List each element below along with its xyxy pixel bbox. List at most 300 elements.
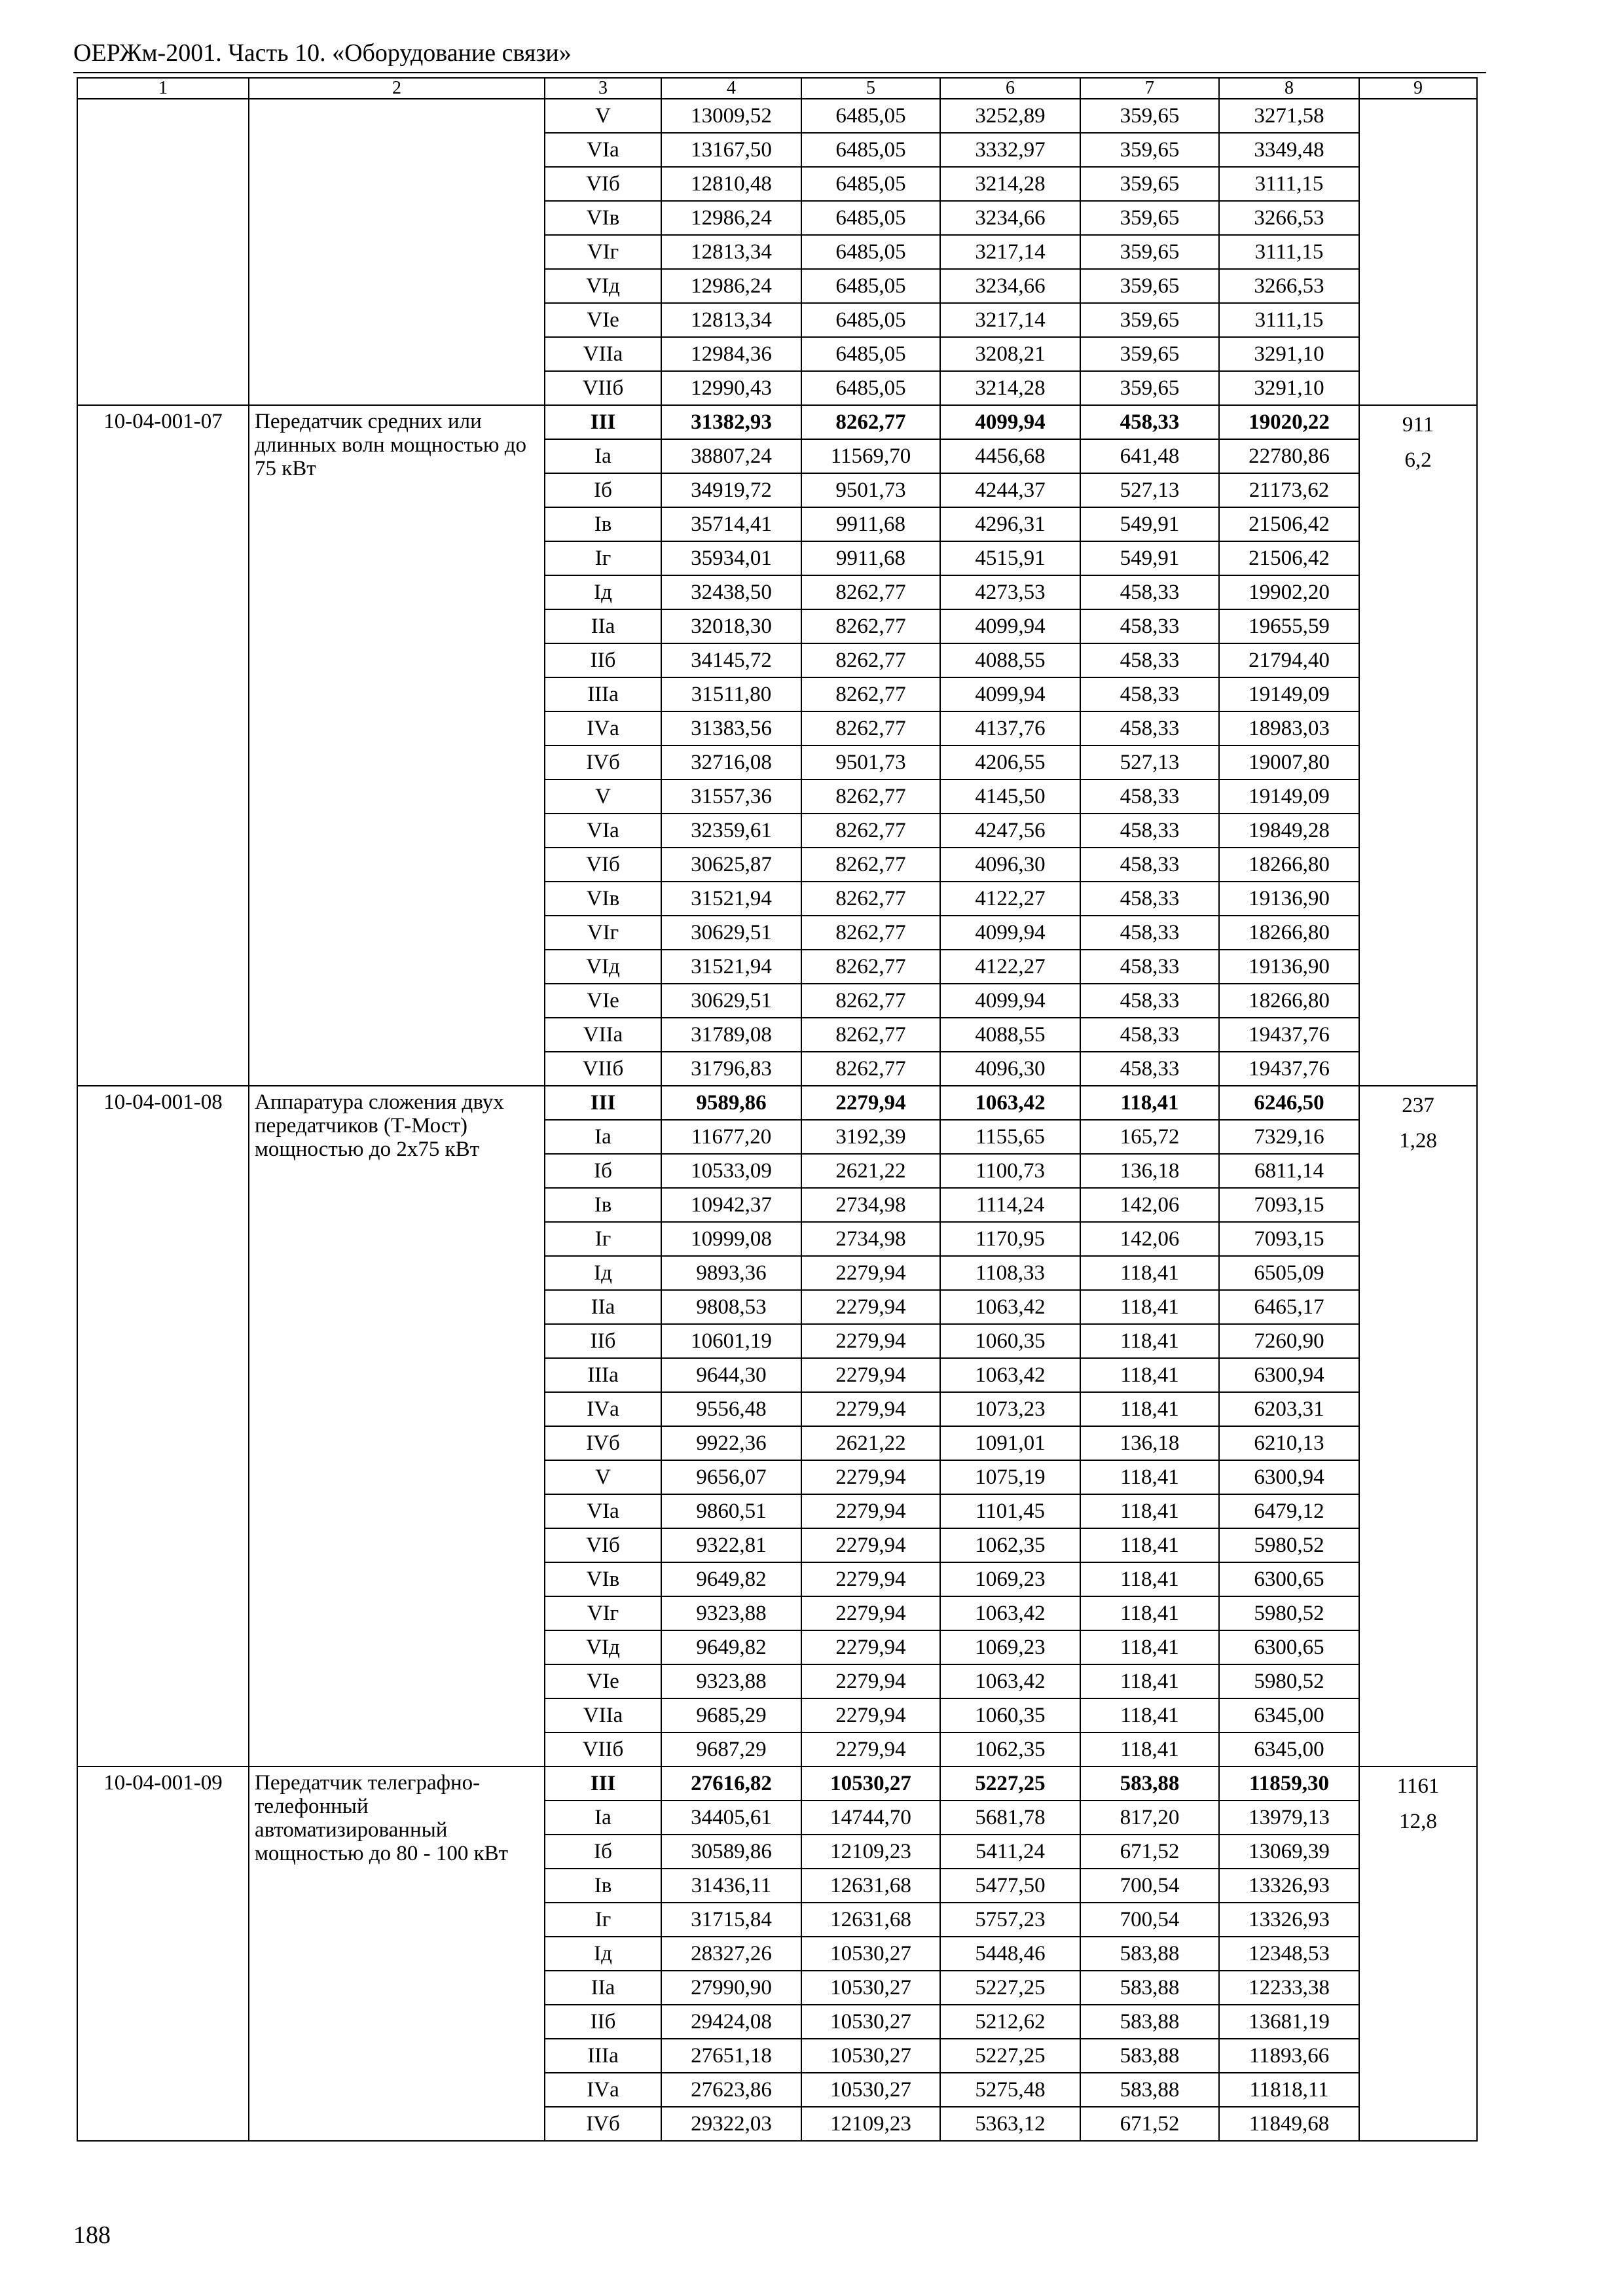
cell-col-5: 2279,94 <box>801 1494 940 1528</box>
cell-col-3: VIIб <box>545 1052 661 1086</box>
table-row <box>77 405 1477 439</box>
cell-col-7: 118,41 <box>1080 1290 1219 1324</box>
col9-value: 911 <box>1402 413 1434 437</box>
cell-col-5: 2279,94 <box>801 1732 940 1767</box>
cell-col-3: Iг <box>545 1903 661 1937</box>
cell-col-4: 10942,37 <box>661 1188 801 1222</box>
cell-col-3: Iг <box>545 1222 661 1256</box>
cell-col-6: 3252,89 <box>940 99 1080 133</box>
cell-col-5: 10530,27 <box>801 2005 940 2039</box>
code-cell <box>77 99 249 405</box>
table-row <box>77 1086 1477 1120</box>
cell-col-8: 11818,11 <box>1219 2073 1359 2107</box>
cell-col-8: 6300,65 <box>1219 1562 1359 1596</box>
column-number-1: 1 <box>77 78 249 99</box>
cell-col-5: 6485,05 <box>801 337 940 371</box>
col9-value: 237 <box>1402 1094 1434 1117</box>
cell-col-8: 19902,20 <box>1219 575 1359 609</box>
cell-col-4: 32359,61 <box>661 814 801 848</box>
cell-col-6: 4088,55 <box>940 1018 1080 1052</box>
cell-col-6: 4088,55 <box>940 643 1080 677</box>
cell-col-4: 10999,08 <box>661 1222 801 1256</box>
cell-col-4: 32716,08 <box>661 745 801 780</box>
cell-col-5: 10530,27 <box>801 1767 940 1801</box>
cell-col-5: 8262,77 <box>801 882 940 916</box>
cell-col-3: IVа <box>545 2073 661 2107</box>
cell-col-4: 27623,86 <box>661 2073 801 2107</box>
cell-col-8: 19136,90 <box>1219 950 1359 984</box>
cell-col-8: 19437,76 <box>1219 1018 1359 1052</box>
cell-col-3: Iб <box>545 1154 661 1188</box>
cell-col-6: 1060,35 <box>940 1698 1080 1732</box>
cell-col-8: 5980,52 <box>1219 1664 1359 1698</box>
cell-col-6: 1091,01 <box>940 1426 1080 1460</box>
cell-col-3: VIб <box>545 1528 661 1562</box>
cell-col-4: 31796,83 <box>661 1052 801 1086</box>
cell-col-6: 5448,46 <box>940 1937 1080 1971</box>
cell-col-3: VIб <box>545 167 661 201</box>
cell-col-4: 35714,41 <box>661 507 801 541</box>
cell-col-7: 458,33 <box>1080 711 1219 745</box>
cell-col-4: 9922,36 <box>661 1426 801 1460</box>
cell-col-7: 359,65 <box>1080 337 1219 371</box>
cell-col-3: Iв <box>545 507 661 541</box>
cell-col-5: 6485,05 <box>801 133 940 167</box>
cell-col-3: III <box>545 405 661 439</box>
cell-col-7: 458,33 <box>1080 575 1219 609</box>
cell-col-8: 12348,53 <box>1219 1937 1359 1971</box>
cell-col-7: 458,33 <box>1080 1018 1219 1052</box>
cell-col-5: 8262,77 <box>801 575 940 609</box>
cell-col-4: 31789,08 <box>661 1018 801 1052</box>
cell-col-7: 458,33 <box>1080 882 1219 916</box>
code-cell: 10-04-001-09 <box>77 1767 249 2141</box>
cell-col-3: VIа <box>545 133 661 167</box>
cell-col-8: 19437,76 <box>1219 1052 1359 1086</box>
cell-col-6: 3208,21 <box>940 337 1080 371</box>
cell-col-5: 12631,68 <box>801 1869 940 1903</box>
cell-col-6: 1069,23 <box>940 1562 1080 1596</box>
cell-col-3: VIд <box>545 1630 661 1664</box>
cell-col-6: 1170,95 <box>940 1222 1080 1256</box>
cell-col-7: 359,65 <box>1080 371 1219 405</box>
cell-col-7: 549,91 <box>1080 541 1219 575</box>
cell-col-7: 671,52 <box>1080 1835 1219 1869</box>
cell-col-4: 30629,51 <box>661 916 801 950</box>
cell-col-6: 4096,30 <box>940 848 1080 882</box>
cell-col-7: 458,33 <box>1080 814 1219 848</box>
cell-col-7: 118,41 <box>1080 1664 1219 1698</box>
cell-col-6: 4099,94 <box>940 677 1080 711</box>
cell-col-6: 3217,14 <box>940 303 1080 337</box>
cell-col-6: 4122,27 <box>940 950 1080 984</box>
cell-col-6: 1073,23 <box>940 1392 1080 1426</box>
cell-col-8: 13326,93 <box>1219 1903 1359 1937</box>
cell-col-5: 3192,39 <box>801 1120 940 1154</box>
cell-col-7: 549,91 <box>1080 507 1219 541</box>
cell-col-8: 19149,09 <box>1219 677 1359 711</box>
cell-col-7: 359,65 <box>1080 133 1219 167</box>
cell-col-3: Iа <box>545 1120 661 1154</box>
cell-col-6: 4206,55 <box>940 745 1080 780</box>
cell-col-8: 3271,58 <box>1219 99 1359 133</box>
cell-col-5: 2734,98 <box>801 1188 940 1222</box>
cell-col-3: VIIа <box>545 1698 661 1732</box>
cell-col-3: VIд <box>545 269 661 303</box>
cell-col-3: V <box>545 1460 661 1494</box>
cell-col-6: 5681,78 <box>940 1801 1080 1835</box>
cell-col-8: 19020,22 <box>1219 405 1359 439</box>
cell-col-7: 118,41 <box>1080 1596 1219 1630</box>
col9-cell <box>1359 99 1477 405</box>
cell-col-3: VIв <box>545 201 661 235</box>
cell-col-3: VIд <box>545 950 661 984</box>
cell-col-4: 29424,08 <box>661 2005 801 2039</box>
cell-col-6: 5275,48 <box>940 2073 1080 2107</box>
cell-col-5: 2279,94 <box>801 1392 940 1426</box>
cell-col-8: 7329,16 <box>1219 1120 1359 1154</box>
cell-col-3: V <box>545 99 661 133</box>
cell-col-7: 136,18 <box>1080 1426 1219 1460</box>
cell-col-3: Iа <box>545 1801 661 1835</box>
table-body <box>77 99 1477 2141</box>
cell-col-6: 3234,66 <box>940 269 1080 303</box>
cell-col-5: 8262,77 <box>801 780 940 814</box>
cell-col-4: 31382,93 <box>661 405 801 439</box>
cell-col-5: 10530,27 <box>801 2073 940 2107</box>
cell-col-4: 9322,81 <box>661 1528 801 1562</box>
cell-col-6: 4099,94 <box>940 405 1080 439</box>
cell-col-7: 458,33 <box>1080 1052 1219 1086</box>
cell-col-5: 6485,05 <box>801 303 940 337</box>
cell-col-7: 458,33 <box>1080 848 1219 882</box>
cell-col-7: 583,88 <box>1080 1767 1219 1801</box>
column-number-8: 8 <box>1219 78 1359 99</box>
cell-col-8: 13979,13 <box>1219 1801 1359 1835</box>
cell-col-4: 13167,50 <box>661 133 801 167</box>
cell-col-7: 583,88 <box>1080 2039 1219 2073</box>
cell-col-8: 6345,00 <box>1219 1698 1359 1732</box>
cell-col-3: IIIа <box>545 1358 661 1392</box>
cell-col-8: 3291,10 <box>1219 337 1359 371</box>
cell-col-8: 7093,15 <box>1219 1222 1359 1256</box>
cell-col-7: 142,06 <box>1080 1188 1219 1222</box>
cell-col-3: IIб <box>545 643 661 677</box>
column-number-6: 6 <box>940 78 1080 99</box>
cell-col-4: 9649,82 <box>661 1562 801 1596</box>
cell-col-7: 359,65 <box>1080 235 1219 269</box>
cell-col-4: 32018,30 <box>661 609 801 643</box>
cell-col-5: 2279,94 <box>801 1256 940 1290</box>
cell-col-6: 4096,30 <box>940 1052 1080 1086</box>
cell-col-3: IIб <box>545 2005 661 2039</box>
cell-col-3: V <box>545 780 661 814</box>
cell-col-4: 12986,24 <box>661 201 801 235</box>
cell-col-4: 9649,82 <box>661 1630 801 1664</box>
cell-col-5: 8262,77 <box>801 609 940 643</box>
cell-col-6: 4145,50 <box>940 780 1080 814</box>
cell-col-7: 136,18 <box>1080 1154 1219 1188</box>
cell-col-3: Iа <box>545 439 661 473</box>
cell-col-4: 28327,26 <box>661 1937 801 1971</box>
cell-col-5: 10530,27 <box>801 2039 940 2073</box>
cell-col-5: 2621,22 <box>801 1426 940 1460</box>
cell-col-7: 118,41 <box>1080 1732 1219 1767</box>
cell-col-4: 12813,34 <box>661 235 801 269</box>
cell-col-8: 11859,30 <box>1219 1767 1359 1801</box>
cell-col-6: 1108,33 <box>940 1256 1080 1290</box>
cell-col-7: 359,65 <box>1080 167 1219 201</box>
cell-col-6: 1114,24 <box>940 1188 1080 1222</box>
cell-col-6: 1063,42 <box>940 1290 1080 1324</box>
cell-col-5: 9501,73 <box>801 473 940 507</box>
cell-col-7: 118,41 <box>1080 1324 1219 1358</box>
cell-col-3: VIа <box>545 1494 661 1528</box>
cell-col-4: 30589,86 <box>661 1835 801 1869</box>
cell-col-4: 31511,80 <box>661 677 801 711</box>
cell-col-4: 31715,84 <box>661 1903 801 1937</box>
cell-col-6: 1063,42 <box>940 1086 1080 1120</box>
cell-col-7: 458,33 <box>1080 405 1219 439</box>
cell-col-8: 21506,42 <box>1219 507 1359 541</box>
cell-col-4: 30625,87 <box>661 848 801 882</box>
cell-col-4: 12810,48 <box>661 167 801 201</box>
col9-value: 1161 <box>1396 1774 1440 1798</box>
cell-col-5: 10530,27 <box>801 1937 940 1971</box>
cell-col-7: 118,41 <box>1080 1460 1219 1494</box>
cell-col-8: 5980,52 <box>1219 1596 1359 1630</box>
cell-col-3: VIе <box>545 1664 661 1698</box>
cell-col-5: 9501,73 <box>801 745 940 780</box>
cell-col-3: Iб <box>545 1835 661 1869</box>
cell-col-3: III <box>545 1086 661 1120</box>
rates-table <box>77 77 1478 2142</box>
cell-col-5: 2279,94 <box>801 1664 940 1698</box>
cell-col-8: 19655,59 <box>1219 609 1359 643</box>
cell-col-7: 671,52 <box>1080 2107 1219 2141</box>
cell-col-3: IIа <box>545 609 661 643</box>
cell-col-6: 4296,31 <box>940 507 1080 541</box>
cell-col-5: 6485,05 <box>801 201 940 235</box>
cell-col-3: Iв <box>545 1188 661 1222</box>
cell-col-7: 458,33 <box>1080 984 1219 1018</box>
cell-col-3: VIIб <box>545 1732 661 1767</box>
cell-col-6: 4456,68 <box>940 439 1080 473</box>
cell-col-5: 8262,77 <box>801 643 940 677</box>
cell-col-3: Iб <box>545 473 661 507</box>
cell-col-7: 118,41 <box>1080 1528 1219 1562</box>
cell-col-7: 142,06 <box>1080 1222 1219 1256</box>
cell-col-5: 6485,05 <box>801 235 940 269</box>
cell-col-8: 19136,90 <box>1219 882 1359 916</box>
cell-col-4: 31436,11 <box>661 1869 801 1903</box>
cell-col-8: 18266,80 <box>1219 984 1359 1018</box>
cell-col-6: 4122,27 <box>940 882 1080 916</box>
cell-col-4: 27616,82 <box>661 1767 801 1801</box>
cell-col-7: 458,33 <box>1080 916 1219 950</box>
cell-col-6: 4137,76 <box>940 711 1080 745</box>
cell-col-6: 4099,94 <box>940 916 1080 950</box>
cell-col-5: 6485,05 <box>801 99 940 133</box>
cell-col-8: 11893,66 <box>1219 2039 1359 2073</box>
cell-col-5: 6485,05 <box>801 167 940 201</box>
cell-col-8: 3266,53 <box>1219 201 1359 235</box>
cell-col-5: 8262,77 <box>801 984 940 1018</box>
cell-col-6: 3234,66 <box>940 201 1080 235</box>
cell-col-6: 1063,42 <box>940 1664 1080 1698</box>
cell-col-3: Iд <box>545 1256 661 1290</box>
cell-col-3: IIIа <box>545 677 661 711</box>
code-cell: 10-04-001-08 <box>77 1086 249 1767</box>
cell-col-8: 11849,68 <box>1219 2107 1359 2141</box>
cell-col-4: 32438,50 <box>661 575 801 609</box>
cell-col-4: 9589,86 <box>661 1086 801 1120</box>
cell-col-3: VIг <box>545 235 661 269</box>
cell-col-6: 1062,35 <box>940 1732 1080 1767</box>
cell-col-4: 35934,01 <box>661 541 801 575</box>
cell-col-4: 12813,34 <box>661 303 801 337</box>
cell-col-3: IIа <box>545 1971 661 2005</box>
cell-col-5: 2621,22 <box>801 1154 940 1188</box>
header-rule <box>73 72 1486 73</box>
cell-col-7: 583,88 <box>1080 2073 1219 2107</box>
cell-col-8: 5980,52 <box>1219 1528 1359 1562</box>
cell-col-6: 5227,25 <box>940 2039 1080 2073</box>
cell-col-4: 31557,36 <box>661 780 801 814</box>
col9-cell <box>1359 1086 1477 1767</box>
table-row <box>77 1767 1477 1801</box>
cell-col-5: 2279,94 <box>801 1324 940 1358</box>
cell-col-6: 5477,50 <box>940 1869 1080 1903</box>
cell-col-5: 9911,68 <box>801 507 940 541</box>
cell-col-8: 13326,93 <box>1219 1869 1359 1903</box>
cell-col-8: 6811,14 <box>1219 1154 1359 1188</box>
cell-col-4: 10533,09 <box>661 1154 801 1188</box>
cell-col-7: 118,41 <box>1080 1630 1219 1664</box>
name-cell: Аппаратура сложения двух передатчиков (Т-Мост) мощностью до 2х75 кВт <box>249 1086 545 1767</box>
cell-col-5: 8262,77 <box>801 848 940 882</box>
cell-col-8: 3291,10 <box>1219 371 1359 405</box>
cell-col-5: 8262,77 <box>801 1018 940 1052</box>
cell-col-4: 9323,88 <box>661 1596 801 1630</box>
cell-col-4: 27990,90 <box>661 1971 801 2005</box>
cell-col-5: 9911,68 <box>801 541 940 575</box>
cell-col-5: 8262,77 <box>801 1052 940 1086</box>
cell-col-4: 9687,29 <box>661 1732 801 1767</box>
cell-col-7: 118,41 <box>1080 1698 1219 1732</box>
cell-col-6: 5227,25 <box>940 1971 1080 2005</box>
cell-col-6: 1062,35 <box>940 1528 1080 1562</box>
name-cell <box>249 99 545 405</box>
cell-col-4: 31521,94 <box>661 950 801 984</box>
cell-col-8: 6300,65 <box>1219 1630 1359 1664</box>
cell-col-3: Iд <box>545 575 661 609</box>
cell-col-8: 7260,90 <box>1219 1324 1359 1358</box>
cell-col-4: 34145,72 <box>661 643 801 677</box>
cell-col-5: 12631,68 <box>801 1903 940 1937</box>
cell-col-4: 9685,29 <box>661 1698 801 1732</box>
cell-col-6: 1101,45 <box>940 1494 1080 1528</box>
code-cell: 10-04-001-07 <box>77 405 249 1086</box>
cell-col-6: 1075,19 <box>940 1460 1080 1494</box>
column-number-3: 3 <box>545 78 661 99</box>
cell-col-3: IVб <box>545 745 661 780</box>
column-number-4: 4 <box>661 78 801 99</box>
cell-col-7: 118,41 <box>1080 1256 1219 1290</box>
cell-col-3: IVа <box>545 711 661 745</box>
cell-col-8: 12233,38 <box>1219 1971 1359 2005</box>
cell-col-8: 18266,80 <box>1219 848 1359 882</box>
cell-col-5: 12109,23 <box>801 2107 940 2141</box>
cell-col-8: 3349,48 <box>1219 133 1359 167</box>
cell-col-3: VIв <box>545 882 661 916</box>
cell-col-5: 10530,27 <box>801 1971 940 2005</box>
cell-col-5: 6485,05 <box>801 269 940 303</box>
cell-col-7: 527,13 <box>1080 473 1219 507</box>
column-number-5: 5 <box>801 78 940 99</box>
col9-value: 6,2 <box>1404 448 1432 472</box>
cell-col-6: 4099,94 <box>940 984 1080 1018</box>
cell-col-6: 4273,53 <box>940 575 1080 609</box>
cell-col-3: VIб <box>545 848 661 882</box>
cell-col-6: 3217,14 <box>940 235 1080 269</box>
name-cell: Передатчик средних или длинных волн мощностью до 75 кВт <box>249 405 545 1086</box>
cell-col-7: 359,65 <box>1080 303 1219 337</box>
cell-col-7: 359,65 <box>1080 99 1219 133</box>
cell-col-6: 5212,62 <box>940 2005 1080 2039</box>
cell-col-6: 1063,42 <box>940 1358 1080 1392</box>
cell-col-5: 2279,94 <box>801 1528 940 1562</box>
cell-col-3: VIIа <box>545 337 661 371</box>
column-number-9: 9 <box>1359 78 1477 99</box>
cell-col-8: 21173,62 <box>1219 473 1359 507</box>
cell-col-4: 9893,36 <box>661 1256 801 1290</box>
cell-col-3: VIе <box>545 984 661 1018</box>
cell-col-6: 4515,91 <box>940 541 1080 575</box>
cell-col-8: 19849,28 <box>1219 814 1359 848</box>
cell-col-5: 2279,94 <box>801 1460 940 1494</box>
cell-col-8: 6465,17 <box>1219 1290 1359 1324</box>
cell-col-4: 12986,24 <box>661 269 801 303</box>
cell-col-6: 5757,23 <box>940 1903 1080 1937</box>
col9-value: 12,8 <box>1399 1810 1437 1833</box>
cell-col-8: 6300,94 <box>1219 1358 1359 1392</box>
cell-col-3: III <box>545 1767 661 1801</box>
cell-col-5: 2279,94 <box>801 1562 940 1596</box>
cell-col-3: Iд <box>545 1937 661 1971</box>
cell-col-6: 5411,24 <box>940 1835 1080 1869</box>
cell-col-8: 6479,12 <box>1219 1494 1359 1528</box>
cell-col-7: 118,41 <box>1080 1086 1219 1120</box>
cell-col-3: VIг <box>545 916 661 950</box>
cell-col-5: 2734,98 <box>801 1222 940 1256</box>
cell-col-6: 4099,94 <box>940 609 1080 643</box>
cell-col-8: 6345,00 <box>1219 1732 1359 1767</box>
cell-col-8: 21506,42 <box>1219 541 1359 575</box>
page-number: 188 <box>73 2221 111 2249</box>
cell-col-3: Iг <box>545 541 661 575</box>
cell-col-3: VIг <box>545 1596 661 1630</box>
cell-col-4: 38807,24 <box>661 439 801 473</box>
cell-col-6: 3214,28 <box>940 371 1080 405</box>
cell-col-8: 19007,80 <box>1219 745 1359 780</box>
cell-col-4: 9644,30 <box>661 1358 801 1392</box>
cell-col-8: 3111,15 <box>1219 235 1359 269</box>
cell-col-7: 458,33 <box>1080 643 1219 677</box>
cell-col-8: 18983,03 <box>1219 711 1359 745</box>
cell-col-8: 13681,19 <box>1219 2005 1359 2039</box>
cell-col-3: IVб <box>545 2107 661 2141</box>
